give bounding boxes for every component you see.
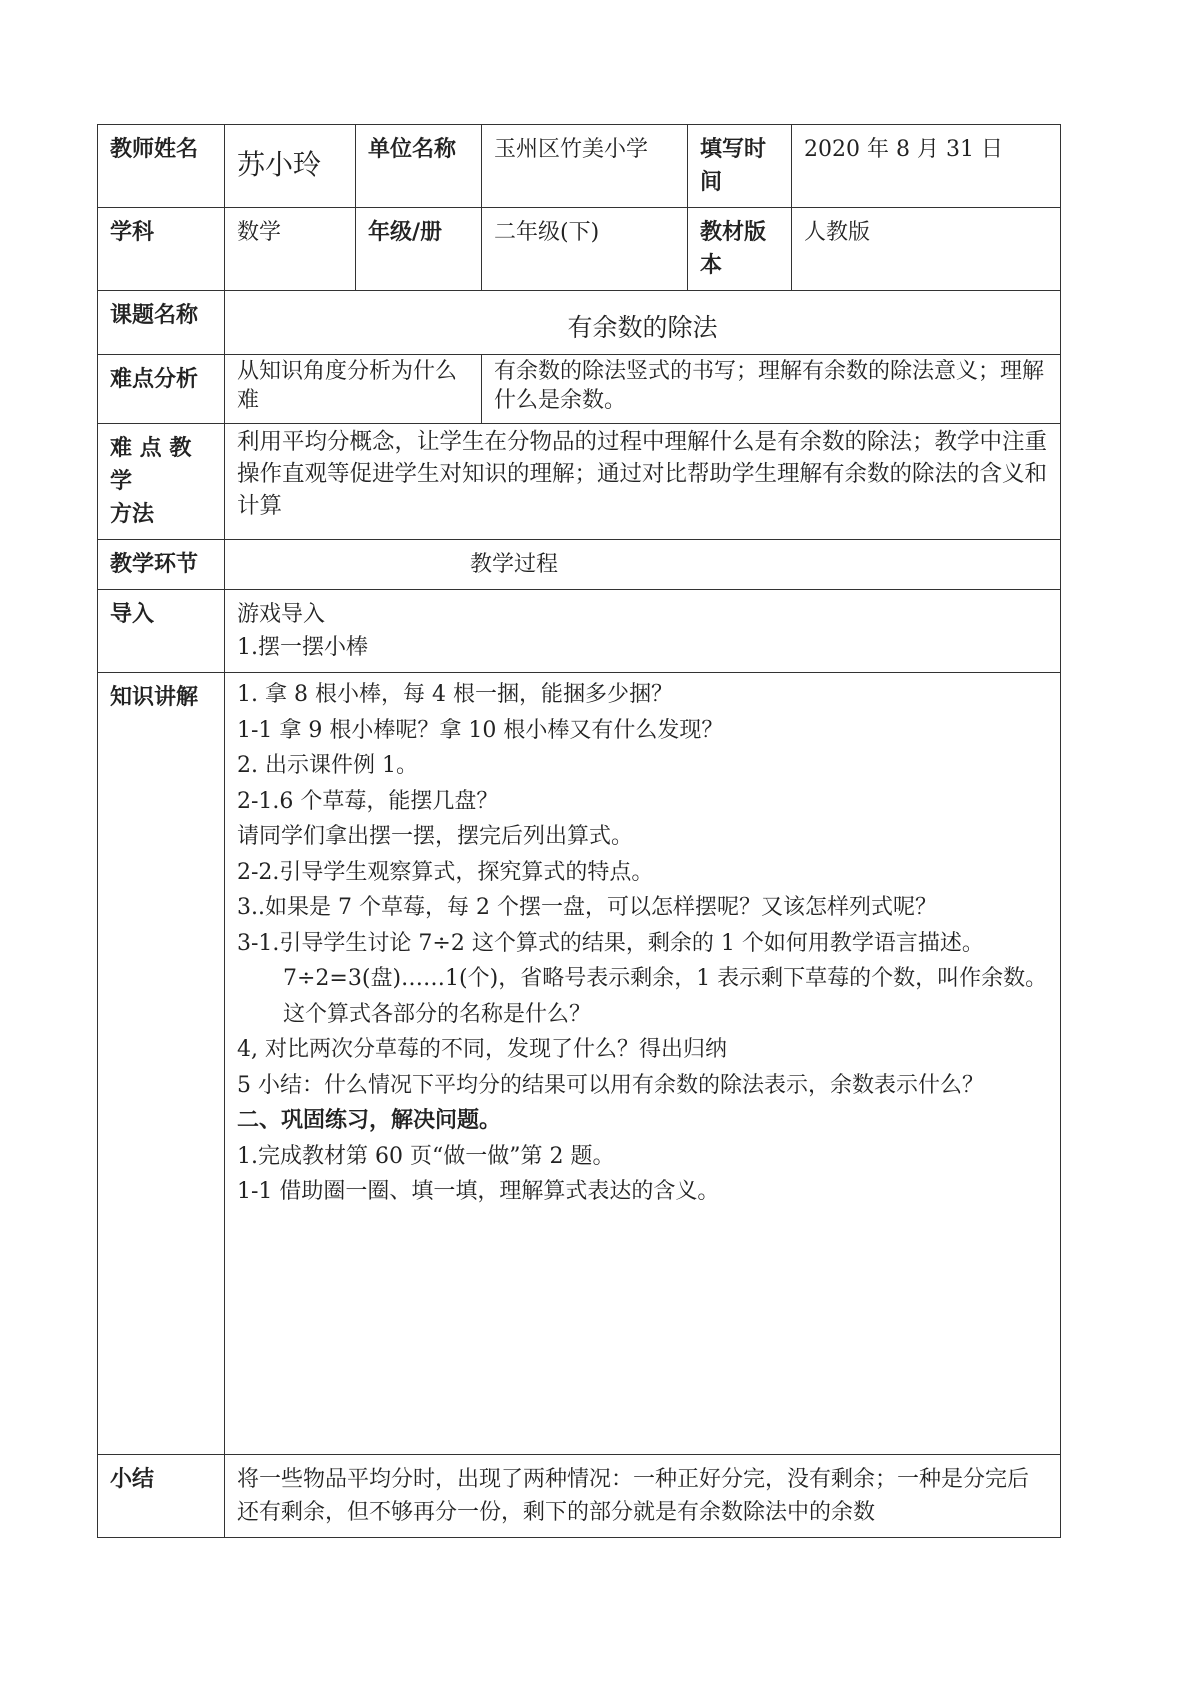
summary-value: 将一些物品平均分时，出现了两种情况：一种正好分完，没有剩余；一种是分完后还有剩余，但不够再分一份，剩下的部分就是有余数除法中的余数 (225, 1455, 1061, 1538)
intro-line: 游戏导入 (237, 602, 326, 627)
knowledge-line: 2-2.引导学生观察算式，探究算式的特点。 (237, 859, 654, 885)
edition-label: 教材版本 (688, 208, 792, 291)
knowledge-line: 请同学们拿出摆一摆，摆完后列出算式。 (237, 824, 634, 849)
teacher-name-value (225, 125, 356, 208)
method-label-line2: 方法 (110, 502, 155, 527)
difficulty-label: 难点分析 (98, 355, 225, 424)
lesson-plan-table (97, 124, 1061, 1538)
intro-content (225, 590, 1061, 673)
teacher-row (98, 125, 1061, 208)
subject-label: 学科 (98, 208, 225, 291)
process-header-row (98, 540, 1061, 590)
teacher-name-label: 教师姓名 (98, 125, 225, 208)
method-label-line1: 难 点 教 学 (110, 436, 192, 494)
unit-name-label: 单位名称 (356, 125, 482, 208)
method-row (98, 424, 1061, 540)
teacher-name-text: 苏小玲 (237, 148, 322, 181)
knowledge-line: 3..如果是 7 个草莓，每 2 个摆一盘，可以怎样摆呢？又该怎样列式呢？ (237, 895, 937, 920)
grade-label: 年级/册 (356, 208, 482, 291)
fill-date-value: 2020 年 8 月 31 日 (792, 125, 1061, 208)
topic-row (98, 291, 1061, 355)
summary-label: 小结 (98, 1455, 225, 1538)
knowledge-line: 1. 拿 8 根小棒，每 4 根一捆，能捆多少捆？ (237, 682, 673, 707)
fill-date-label: 填写时间 (688, 125, 792, 208)
knowledge-line: 7÷2=3(盘)……1(个)，省略号表示剩余，1 表示剩下草莓的个数，叫作余数。 (283, 966, 1048, 991)
knowledge-row (98, 673, 1061, 1455)
knowledge-line: 2-1.6 个草莓，能摆几盘？ (237, 788, 499, 814)
knowledge-line: 这个算式各部分的名称是什么？ (283, 1001, 592, 1027)
unit-name-value: 玉州区竹美小学 (482, 125, 688, 208)
subject-value: 数学 (225, 208, 356, 291)
method-value: 利用平均分概念，让学生在分物品的过程中理解什么是有余数的除法；教学中注重操作直观等促进学生对知识的理解；通过对比帮助学生理解有余数的除法的含义和计算 (225, 424, 1061, 540)
knowledge-line: 1.完成教材第 60 页“做一做”第 2 题。 (237, 1143, 615, 1169)
topic-value: 有余数的除法 (225, 291, 1061, 355)
summary-row (98, 1455, 1061, 1538)
difficulty-row (98, 355, 1061, 424)
knowledge-line: 2. 出示课件例 1。 (237, 753, 418, 778)
intro-line: 1.摆一摆小棒 (237, 635, 368, 660)
process-stage-label: 教学环节 (98, 540, 225, 590)
knowledge-line: 4, 对比两次分草莓的不同，发现了什么？得出归纳 (237, 1037, 727, 1062)
process-title: 教学过程 (225, 540, 1061, 590)
knowledge-section-heading: 二、巩固练习，解决问题。 (237, 1108, 502, 1133)
method-label (98, 424, 225, 540)
grade-value: 二年级(下) (482, 208, 688, 291)
knowledge-line: 3-1.引导学生讨论 7÷2 这个算式的结果，剩余的 1 个如何用教学语言描述。 (237, 930, 984, 956)
edition-value: 人教版 (792, 208, 1061, 291)
knowledge-label: 知识讲解 (98, 673, 225, 1455)
subject-row (98, 208, 1061, 291)
knowledge-line: 5 小结：什么情况下平均分的结果可以用有余数的除法表示，余数表示什么？ (237, 1072, 984, 1098)
topic-label: 课题名称 (98, 291, 225, 355)
knowledge-line: 1-1 拿 9 根小棒呢？拿 10 根小棒又有什么发现？ (237, 717, 724, 743)
difficulty-value: 有余数的除法竖式的书写；理解有余数的除法意义；理解什么是余数。 (482, 355, 1061, 424)
knowledge-content (225, 673, 1061, 1455)
intro-row (98, 590, 1061, 673)
difficulty-sub-label: 从知识角度分析为什么难 (225, 355, 482, 424)
intro-label: 导入 (98, 590, 225, 673)
knowledge-line: 1-1 借助圈一圈、填一填，理解算式表达的含义。 (237, 1179, 720, 1204)
